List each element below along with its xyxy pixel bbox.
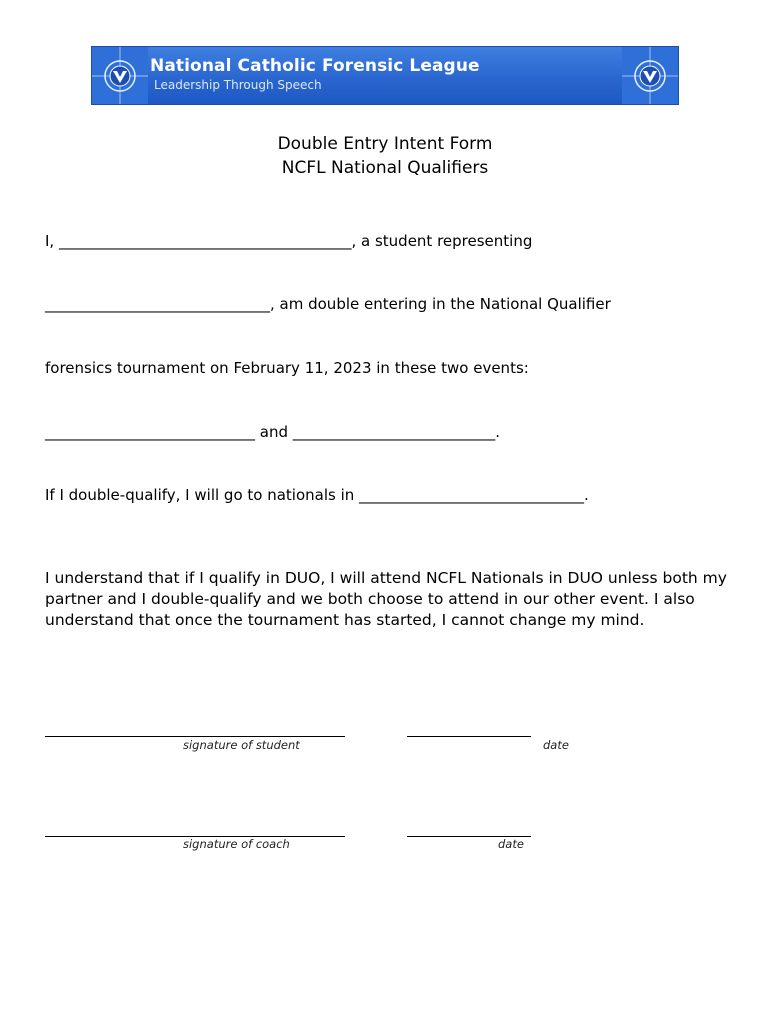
school-blank[interactable]: ______________________________ (45, 295, 270, 313)
tournament-line: forensics tournament on February 11, 2023 in these two events: (45, 359, 529, 377)
line-text: . (584, 486, 589, 504)
event1-blank[interactable]: ____________________________ (45, 423, 255, 441)
event2-blank[interactable]: ___________________________ (292, 423, 496, 441)
coach-signature-caption: signature of coach (183, 837, 290, 851)
line-text: If I double-qualify, I will go to nationals in (45, 486, 360, 504)
form-title: Double Entry Intent Form (277, 134, 493, 154)
ncfl-emblem-icon (92, 47, 148, 105)
line-text: , am double entering in the National Qualifier (270, 295, 611, 313)
line-text: and (255, 423, 293, 441)
ncfl-banner (91, 46, 679, 105)
nationals-line (45, 486, 589, 504)
line-text: I, (45, 232, 59, 250)
student-date-line[interactable] (407, 736, 531, 737)
coach-date-caption: date (498, 837, 524, 851)
student-name-blank[interactable]: _______________________________________ (58, 232, 352, 250)
student-signature-caption: signature of student (183, 738, 300, 752)
form-subtitle: NCFL National Qualifiers (281, 158, 489, 178)
line-text: , a student representing (351, 232, 533, 250)
banner-subtitle: Leadership Through Speech (154, 78, 322, 92)
nationals-event-blank[interactable]: ______________________________ (359, 486, 585, 504)
events-line (45, 423, 500, 441)
ncfl-emblem-icon (622, 47, 678, 105)
student-date-caption: date (543, 738, 569, 752)
student-name-line (45, 232, 532, 250)
school-line (45, 295, 611, 313)
banner-title: National Catholic Forensic League (150, 56, 480, 76)
line-text: . (495, 423, 501, 441)
student-signature-line[interactable] (45, 736, 345, 737)
duo-paragraph: I understand that if I qualify in DUO, I will attend NCFL Nationals in DUO unless both my partner and I double-qualify and we both choose to attend in our other event. I also understand that once the tournament has started, I cannot change my mind. (45, 569, 727, 629)
